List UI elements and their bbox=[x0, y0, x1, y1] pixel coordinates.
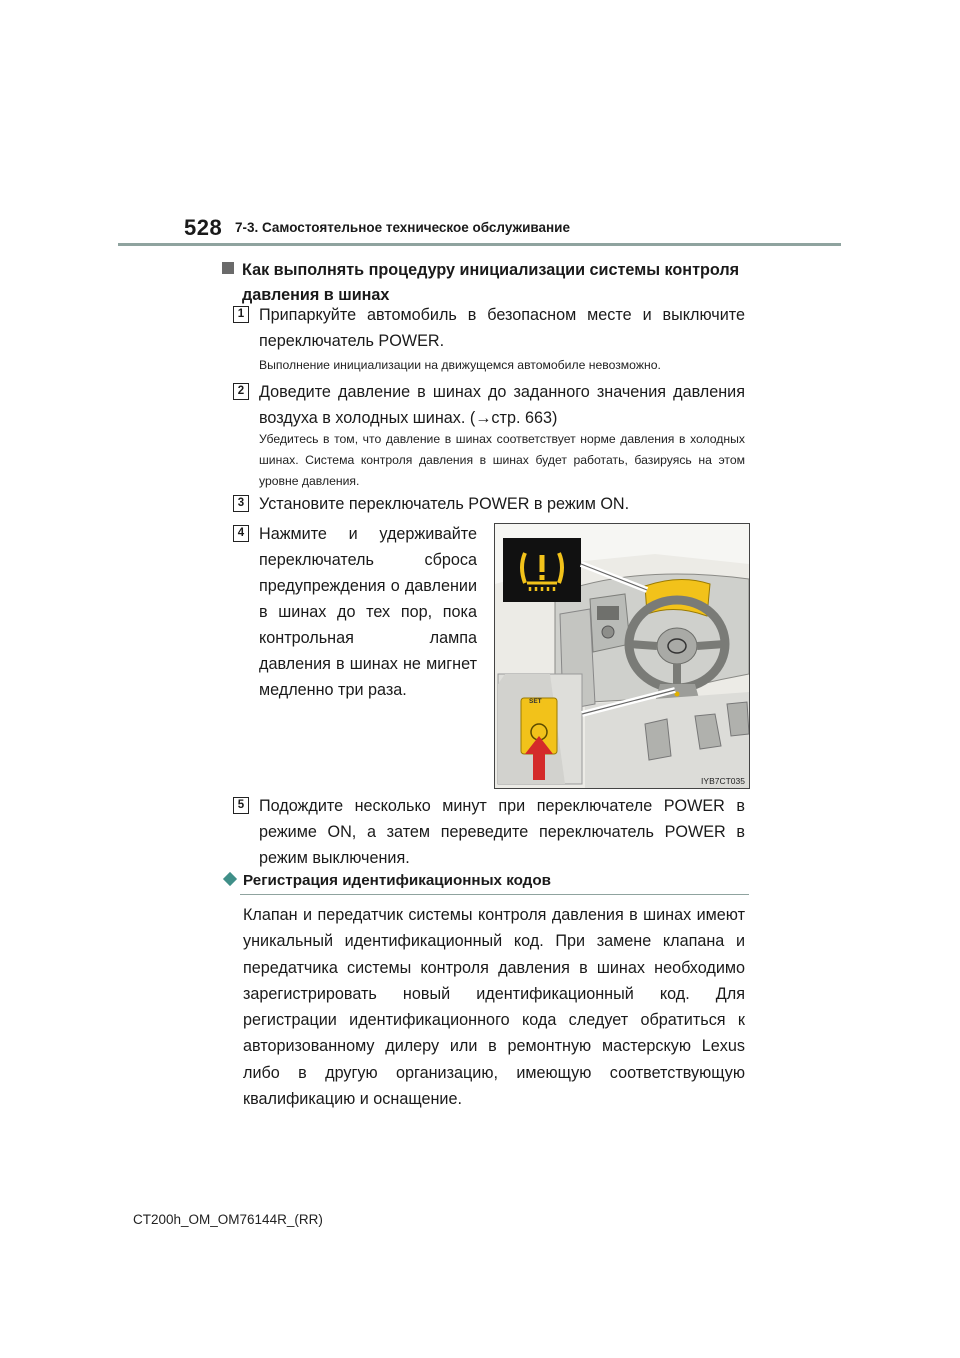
subsection-rule bbox=[240, 894, 749, 895]
diamond-bullet-icon bbox=[223, 872, 237, 886]
step-number-2: 2 bbox=[233, 383, 249, 400]
step-text-1: Припаркуйте автомобиль в безопасном месте и выключите переключатель POWER. bbox=[259, 306, 745, 350]
subsection-heading-text: Регистрация идентификационных кодов bbox=[243, 872, 551, 889]
step-note-1: Выполнение инициализации на движущемся автомобиле невозможно. bbox=[259, 358, 661, 372]
step-number-3: 3 bbox=[233, 495, 249, 512]
header-rule bbox=[118, 243, 841, 246]
subsection-heading bbox=[222, 872, 551, 889]
step-text-5: Подождите несколько минут при переключателе POWER в режиме ON, а затем переведите переключатель POWER в режим выключения. bbox=[259, 797, 745, 867]
step-number-1: 1 bbox=[233, 306, 249, 323]
step-note-2: Убедитесь в том, что давление в шинах соответствует норме давления в холодных шинах. Система контроля давления в шинах будет работать, базируясь на этом уровне давления. bbox=[259, 432, 745, 488]
tpms-warning-icon bbox=[515, 545, 569, 595]
section-title: 7-3. Самостоятельное техническое обслуживание bbox=[235, 220, 570, 235]
subsection-paragraph: Клапан и передатчик системы контроля давления в шинах имеют уникальный идентификационный код. При замене клапана и передатчика системы контроля давления в шинах необходимо зарегистрировать новый идентификационный код. Для регистрации идентификационного кода следует обратиться к авторизованному дилеру или в ремонтную мастерскую Lexus либо в другую организацию, имеющую соответствующую квалификацию и оснащение. bbox=[243, 906, 745, 1109]
figure-id: IYB7CT035 bbox=[701, 776, 745, 786]
section-heading bbox=[222, 258, 747, 308]
footer-code: CT200h_OM_OM76144R_(RR) bbox=[133, 1212, 323, 1227]
section-heading-line1: Как выполнять процедуру инициализации системы контроля bbox=[242, 261, 740, 279]
step-text-3: Установите переключатель POWER в режим ON. bbox=[259, 495, 630, 513]
step-number-4: 4 bbox=[233, 525, 249, 542]
set-button-label: SET bbox=[529, 698, 542, 705]
page-number: 528 bbox=[184, 215, 223, 240]
tpms-figure bbox=[494, 523, 750, 789]
section-heading-line2: давления в шинах bbox=[242, 286, 390, 304]
square-bullet-icon bbox=[222, 262, 234, 274]
step-number-5: 5 bbox=[233, 797, 249, 814]
step-text-4: Нажмите и удерживайте переключатель сброса предупреждения о давлении в шинах до тех пор, пока контрольная лампа давления в шинах не мигнет медленно три раза. bbox=[259, 525, 477, 699]
step-text-2: Доведите давление в шинах до заданного значения давления воздуха в холодных шинах. (→стр. 663) bbox=[259, 383, 745, 427]
